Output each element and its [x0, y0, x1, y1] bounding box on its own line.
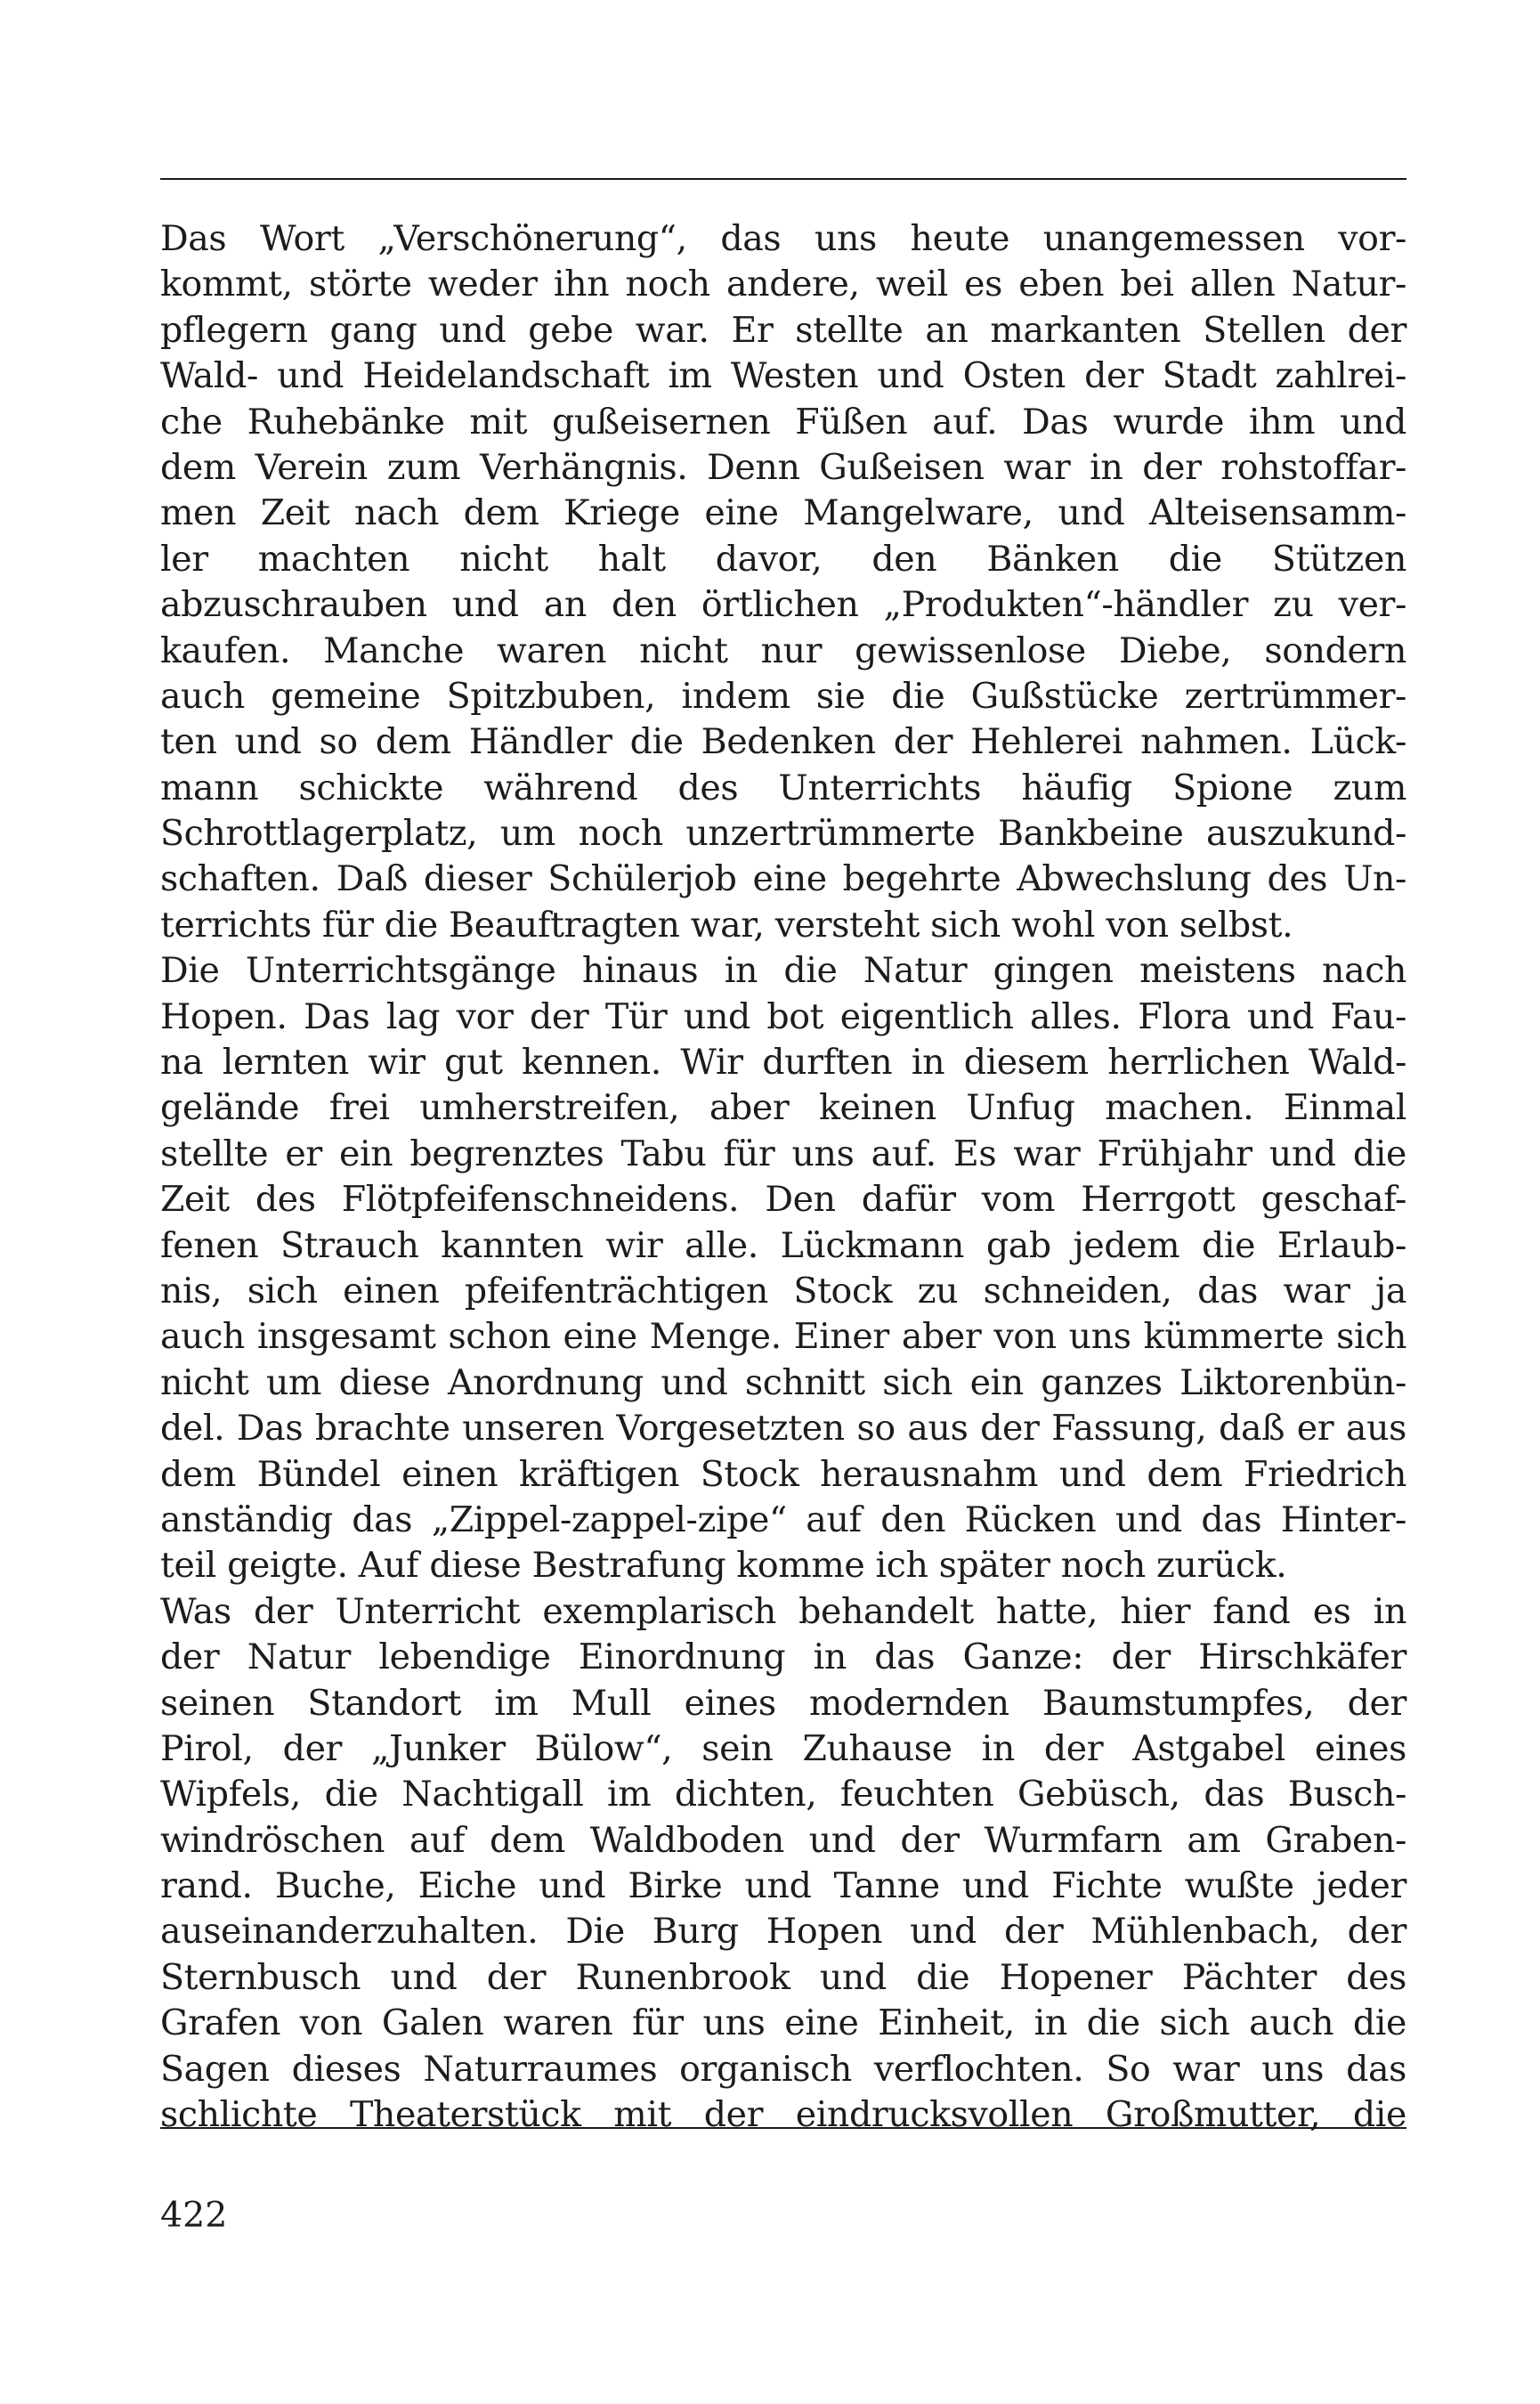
text-line: dem Verein zum Verhängnis. Denn Gußeisen war in der rohstoffar- — [160, 446, 1406, 488]
text-line: pflegern gang und gebe war. Er stellte an markanten Stellen der — [160, 309, 1406, 351]
text-line: Wipfels, die Nachtigall im dichten, feuchten Gebüsch, das Busch- — [160, 1774, 1406, 1815]
paragraph — [160, 1589, 1406, 2139]
text-line: anständig das „Zippel-zappel-zipe“ auf den Rücken und das Hinter- — [160, 1498, 1406, 1540]
text-line: men Zeit nach dem Kriege eine Mangelware, und Alteisensamm- — [160, 492, 1406, 534]
text-line: na lernten wir gut kennen. Wir durften in diesem herrlichen Wald- — [160, 1042, 1406, 1084]
text-line: ler machten nicht halt davor, den Bänken die Stützen — [160, 538, 1406, 580]
paragraph — [160, 948, 1406, 1588]
text-line: Pirol, der „Junker Bülow“, sein Zuhause in der Astgabel eines — [160, 1727, 1406, 1769]
text-line: Grafen von Galen waren für uns eine Einheit, in die sich auch die — [160, 2002, 1406, 2044]
bottom-rule — [160, 2127, 1406, 2129]
text-line: nicht um diese Anordnung und schnitt sich ein ganzes Liktorenbün- — [160, 1361, 1406, 1403]
text-line: Wald- und Heidelandschaft im Westen und Osten der Stadt zahlrei- — [160, 355, 1406, 397]
text-line: schaften. Daß dieser Schülerjob eine begehrte Abwechslung des Un- — [160, 858, 1406, 900]
text-line: Schrottlagerplatz, um noch unzertrümmerte Bankbeine auszukund- — [160, 813, 1406, 855]
text-line: Die Unterrichtsgänge hinaus in die Natur gingen meistens nach — [160, 950, 1406, 992]
text-line: seinen Standort im Mull eines modernden Baumstumpfes, der — [160, 1682, 1406, 1724]
text-line: Das Wort „Verschönerung“, das uns heute unangemessen vor- — [160, 218, 1406, 259]
text-line: che Ruhebänke mit gußeisernen Füßen auf. Das wurde ihm und — [160, 401, 1406, 443]
text-line: gelände frei umherstreifen, aber keinen Unfug machen. Einmal — [160, 1087, 1406, 1129]
text-line: del. Das brachte unseren Vorgesetzten so aus der Fassung, daß er aus — [160, 1408, 1406, 1450]
paragraph — [160, 216, 1406, 948]
text-line: Sternbusch und der Runenbrook und die Hopener Pächter des — [160, 1956, 1406, 1998]
text-line: windröschen auf dem Waldboden und der Wurmfarn am Graben- — [160, 1819, 1406, 1861]
page-number: 422 — [160, 2195, 228, 2236]
text-line: terrichts für die Beauftragten war, versteht sich wohl von selbst. — [160, 904, 1293, 946]
text-line: dem Bündel einen kräftigen Stock herausnahm und dem Friedrich — [160, 1453, 1406, 1495]
text-line: auch gemeine Spitzbuben, indem sie die Gußstücke zertrümmer- — [160, 675, 1406, 717]
text-line: Sagen dieses Naturraumes organisch verflochten. So war uns das — [160, 2048, 1406, 2090]
text-line: abzuschrauben und an den örtlichen „Produkten“-händler zu ver- — [160, 584, 1406, 626]
body-text — [160, 216, 1406, 2138]
text-line: auch insgesamt schon eine Menge. Einer aber von uns kümmerte sich — [160, 1316, 1406, 1358]
text-line: fenen Strauch kannten wir alle. Lückmann gab jedem die Erlaub- — [160, 1224, 1406, 1266]
text-line: Was der Unterricht exemplarisch behandelt hatte, hier fand es in — [160, 1590, 1406, 1632]
text-line: mann schickte während des Unterrichts häufig Spione zum — [160, 767, 1406, 808]
text-line: schlichte Theaterstück mit der eindrucksvollen Großmutter, die — [160, 2094, 1406, 2136]
text-line: Zeit des Flötpfeifenschneidens. Den dafür vom Herrgott geschaf- — [160, 1179, 1406, 1221]
text-line: ten und so dem Händler die Bedenken der Hehlerei nahmen. Lück- — [160, 721, 1406, 763]
text-line: teil geigte. Auf diese Bestrafung komme ich später noch zurück. — [160, 1545, 1287, 1587]
top-rule — [160, 178, 1406, 180]
text-line: stellte er ein begrenztes Tabu für uns auf. Es war Frühjahr und die — [160, 1133, 1406, 1174]
text-line: Hopen. Das lag vor der Tür und bot eigentlich alles. Flora und Fau- — [160, 995, 1406, 1037]
text-line: kommt, störte weder ihn noch andere, weil es eben bei allen Natur- — [160, 264, 1406, 305]
text-line: rand. Buche, Eiche und Birke und Tanne und Fichte wußte jeder — [160, 1865, 1406, 1907]
text-line: nis, sich einen pfeifenträchtigen Stock zu schneiden, das war ja — [160, 1270, 1406, 1312]
text-line: auseinanderzuhalten. Die Burg Hopen und der Mühlenbach, der — [160, 1911, 1406, 1953]
text-line: der Natur lebendige Einordnung in das Ganze: der Hirschkäfer — [160, 1637, 1406, 1678]
text-line: kaufen. Manche waren nicht nur gewissenlose Diebe, sondern — [160, 629, 1406, 671]
